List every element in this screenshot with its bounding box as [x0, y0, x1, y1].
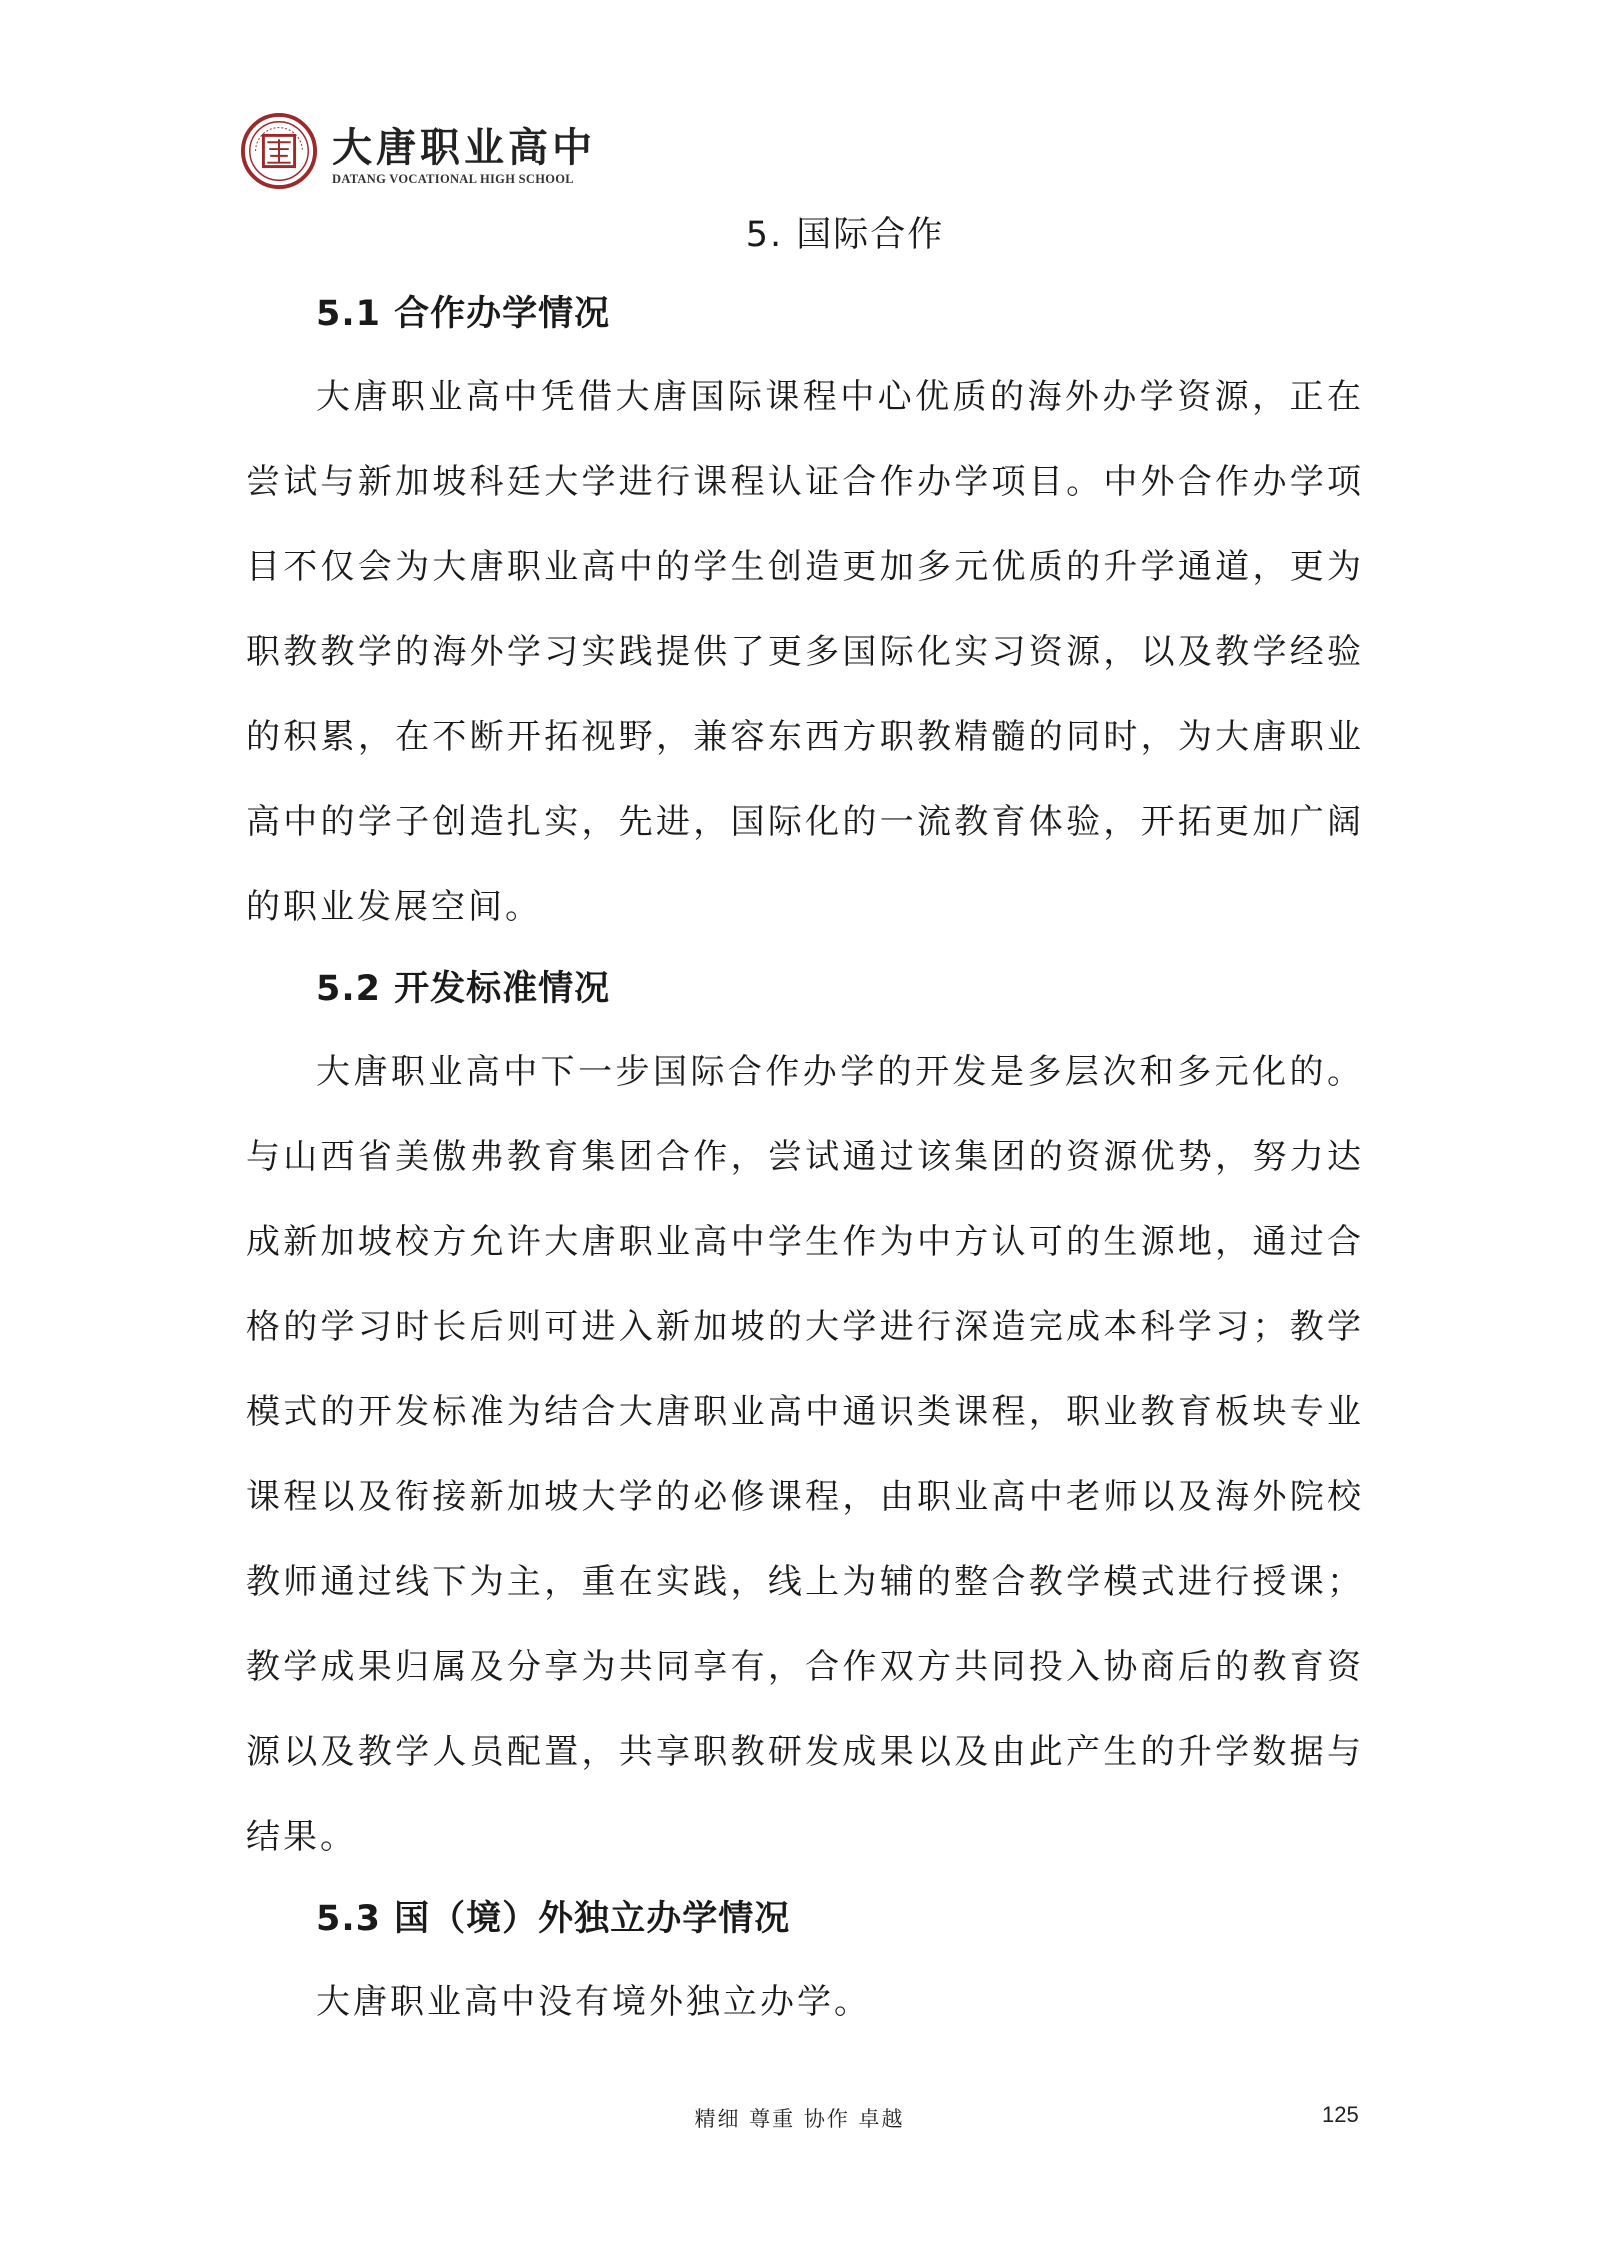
school-seal-logo: [240, 112, 318, 190]
logo-text: 大唐职业高中: [332, 125, 596, 171]
page-number: 125: [1322, 2102, 1359, 2127]
section-heading-5-1: 5.1 合作办学情况: [316, 294, 611, 334]
document-body: [246, 205, 1364, 2055]
section-5-3-paragraph: 大唐职业高中没有境外独立办学。: [316, 1982, 871, 2022]
section-5-2-paragraph: 大唐职业高中下一步国际合作办学的开发是多层次和多元化的。与山西省美傲弗教育集团合作，尝试通过该集团的资源优势，努力达成新加坡校方允许大唐职业高中学生作为中方认可的生源地，通过合格的学习时长后则可进入新加坡的大学进行深造完成本科学习；教学模式的开发标准为结合大唐职业高中通识类课程，职业教育板块专业课程以及衔接新加坡大学的必修课程，由职业高中老师以及海外院校教师通过线下为主，重在实践，线上为辅的整合教学模式进行授课；教学成果归属及分享为共同享有，合作双方共同投入协商后的教育资源以及教学人员配置，共享职教研发成果以及由此产生的升学数据与结果。: [246, 1052, 1364, 1857]
page-title: 5. 国际合作: [745, 215, 945, 255]
logo-subtitle: DATANG VOCATIONAL HIGH SCHOOL: [332, 172, 574, 186]
footer-motto: 精细 尊重 协作 卓越: [694, 2107, 905, 2131]
section-heading-5-2: 5.2 开发标准情况: [316, 969, 611, 1009]
section-heading-5-3: 5.3 国（境）外独立办学情况: [316, 1899, 791, 1939]
page-header: [240, 108, 660, 194]
section-5-1-paragraph: 大唐职业高中凭借大唐国际课程中心优质的海外办学资源，正在尝试与新加坡科廷大学进行课程认证合作办学项目。中外合作办学项目不仅会为大唐职业高中的学生创造更加多元优质的升学通道，更为职教教学的海外学习实践提供了更多国际化实习资源，以及教学经验的积累，在不断开拓视野，兼容东西方职教精髓的同时，为大唐职业高中的学子创造扎实，先进，国际化的一流教育体验，开拓更加广阔的职业发展空间。: [246, 377, 1364, 927]
